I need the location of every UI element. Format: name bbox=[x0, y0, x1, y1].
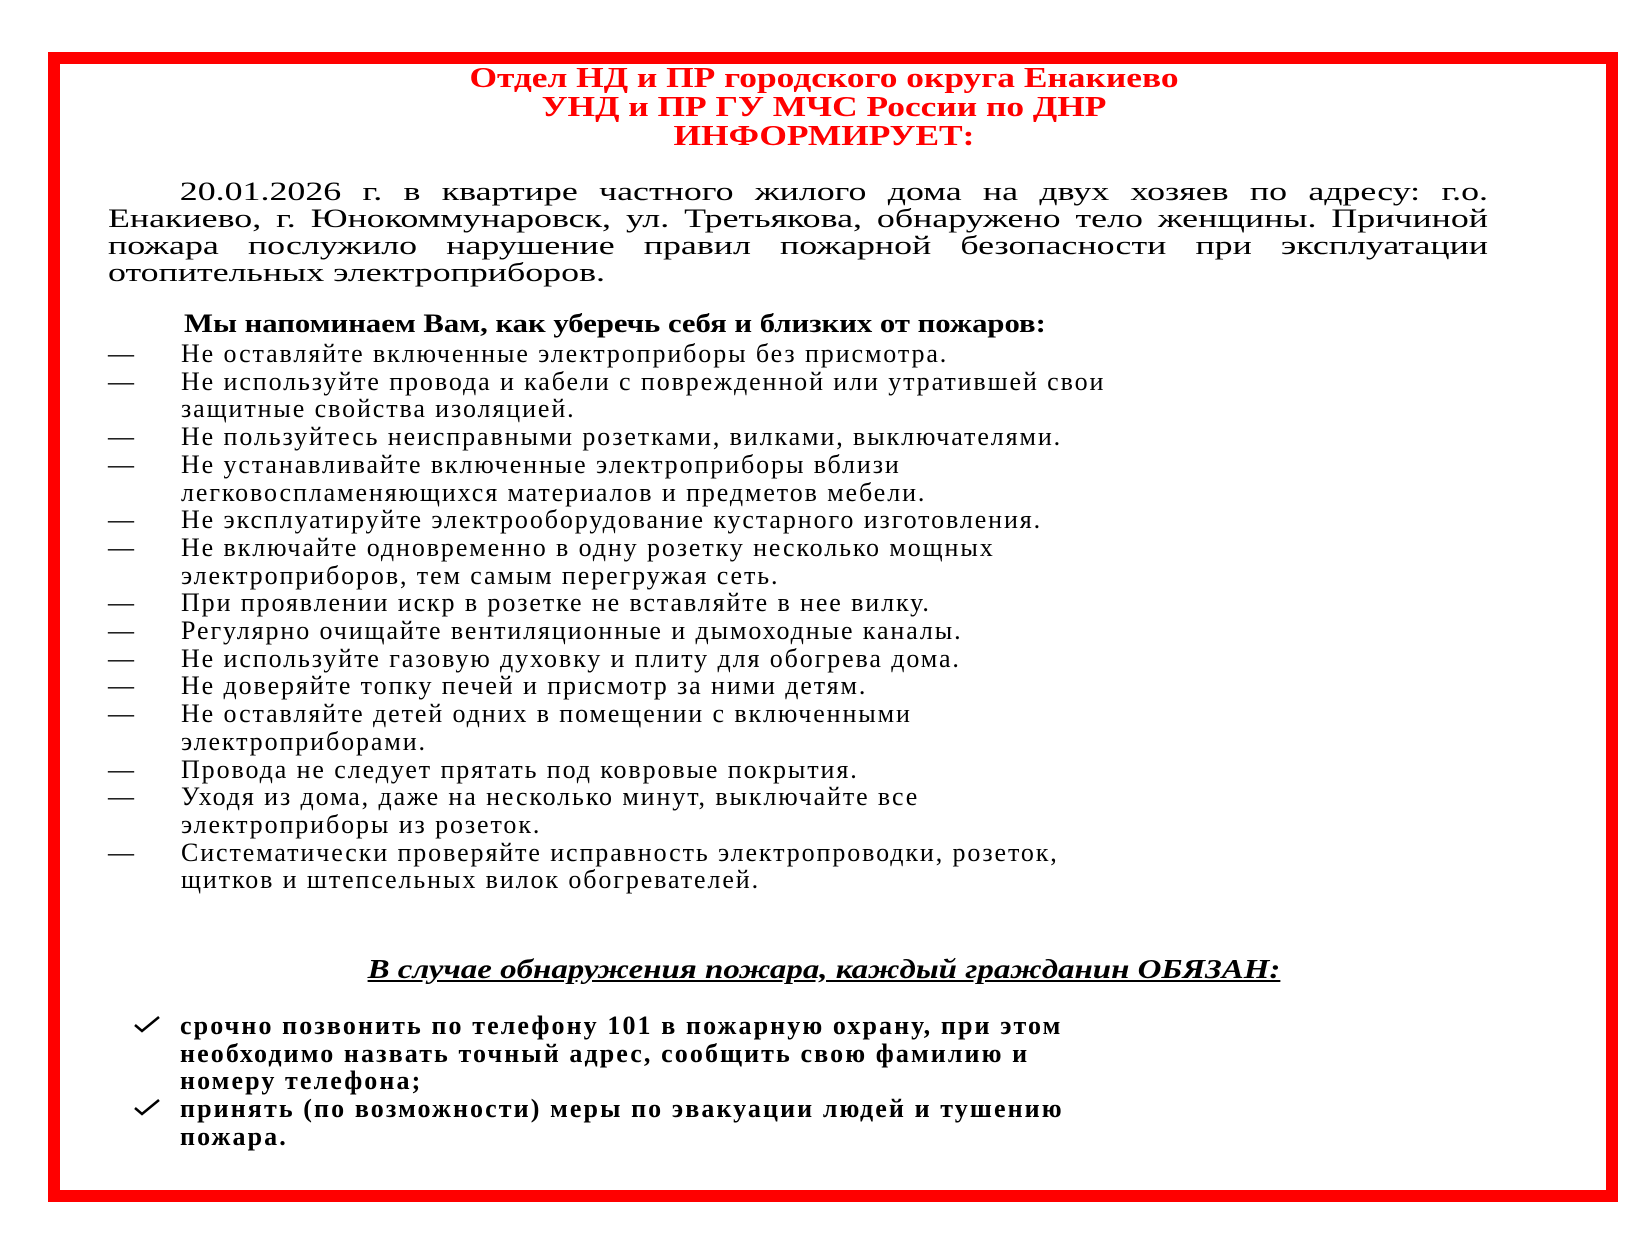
duty-title: В случае обнаружения пожара, каждый гражданин ОБЯЗАН: bbox=[367, 954, 1281, 984]
check-icon bbox=[134, 1016, 160, 1034]
safety-tip-item bbox=[108, 340, 1588, 368]
header-department: Отдел НД и ПР городского округа Енакиево bbox=[469, 62, 1179, 94]
dash-bullet: — bbox=[108, 837, 134, 867]
reminder-title: Мы напоминаем Вам, как уберечь себя и близких от пожаров: bbox=[184, 309, 1046, 338]
incident-report bbox=[108, 178, 1488, 286]
incident-text: 20.01.2026 г. в квартире частного жилого дома на двух хозяев по адресу: г.о. Енакиево, г. Юнокоммунаровск, ул. Третьякова, обнаружено тело женщины. Причиной пожара послужило нарушение правил пожарной безопасности при эксплуатации отопительных электроприборов. bbox=[108, 177, 1488, 287]
dash-bullet: — bbox=[108, 643, 134, 673]
safety-tips-list bbox=[108, 340, 1588, 894]
safety-tip-text: Систематически проверяйте исправность электропроводки, розеток, щитков и штепсельных вилок обогревателей. bbox=[181, 837, 1059, 895]
safety-tip-text: Не используйте провода и кабели с поврежденной или утратившей свои защитные свойства изоляцией. bbox=[181, 366, 1106, 424]
dash-bullet: — bbox=[108, 588, 134, 618]
dash-bullet: — bbox=[108, 754, 134, 784]
duty-text: срочно позвонить по телефону 101 в пожарную охрану, при этом необходимо назвать точный адрес, сообщить свою фамилию и номеру телефона; bbox=[180, 1011, 1063, 1096]
duty-item bbox=[128, 1012, 1608, 1095]
duty-item bbox=[128, 1095, 1608, 1150]
safety-tip-text: Не доверяйте топку печей и присмотр за ними детям. bbox=[181, 671, 868, 701]
dash-bullet: — bbox=[108, 782, 134, 812]
safety-tip-text: Не используйте газовую духовку и плиту для обогрева дома. bbox=[181, 643, 961, 673]
safety-tip-text: Не устанавливайте включенные электроприборы вблизи легковоспламеняющихся материалов и предметов мебели. bbox=[181, 449, 927, 507]
dash-bullet: — bbox=[108, 699, 134, 729]
safety-tip-text: Не оставляйте включенные электроприборы без присмотра. bbox=[181, 339, 949, 368]
check-icon bbox=[134, 1099, 160, 1117]
safety-tip-text: Не пользуйтесь неисправными розетками, вилками, выключателями. bbox=[181, 422, 1063, 452]
safety-tip-item bbox=[108, 756, 1588, 784]
safety-tip-item bbox=[108, 645, 1588, 673]
dash-bullet: — bbox=[108, 422, 134, 452]
safety-tip-text: Не оставляйте детей одних в помещении с включенными электроприборами. bbox=[181, 699, 912, 756]
header-authority: УНД и ПР ГУ МЧС России по ДНР bbox=[541, 91, 1107, 123]
safety-tip-item bbox=[108, 700, 1588, 755]
notice-header bbox=[0, 64, 1648, 151]
safety-tip-text: Провода не следует прятать под ковровые покрытия. bbox=[181, 754, 859, 784]
safety-tip-item bbox=[108, 506, 1588, 534]
dash-bullet: — bbox=[108, 366, 134, 396]
duty-text: принять (по возможности) меры по эвакуации людей и тушению пожара. bbox=[180, 1094, 1064, 1151]
safety-tip-text: Не эксплуатируйте электрооборудование кустарного изготовления. bbox=[181, 505, 1043, 535]
safety-tip-item bbox=[108, 672, 1588, 700]
dash-bullet: — bbox=[108, 339, 134, 368]
safety-tip-text: Регулярно очищайте вентиляционные и дымоходные каналы. bbox=[181, 616, 963, 646]
safety-tip-text: Уходя из дома, даже на несколько минут, выключайте все электроприборы из розеток. bbox=[181, 782, 920, 839]
safety-tip-item bbox=[108, 423, 1588, 451]
safety-tip-item bbox=[108, 783, 1588, 838]
safety-tip-text: Не включайте одновременно в одну розетку несколько мощных электроприборов, тем самым перегружая сеть. bbox=[181, 532, 995, 590]
safety-tip-item bbox=[108, 534, 1588, 589]
dash-bullet: — bbox=[108, 616, 134, 646]
dash-bullet: — bbox=[108, 532, 134, 562]
dash-bullet: — bbox=[108, 449, 134, 479]
dash-bullet: — bbox=[108, 505, 134, 535]
safety-tip-text: При проявлении искр в розетке не вставляйте в нее вилку. bbox=[181, 588, 931, 618]
safety-tip-item bbox=[108, 368, 1588, 423]
safety-tip-item bbox=[108, 589, 1588, 617]
header-informs: ИНФОРМИРУЕТ: bbox=[673, 120, 975, 152]
safety-tip-item bbox=[108, 617, 1588, 645]
safety-tip-item bbox=[108, 451, 1588, 506]
duty-list bbox=[128, 1012, 1608, 1151]
safety-tip-item bbox=[108, 839, 1588, 894]
dash-bullet: — bbox=[108, 671, 134, 701]
